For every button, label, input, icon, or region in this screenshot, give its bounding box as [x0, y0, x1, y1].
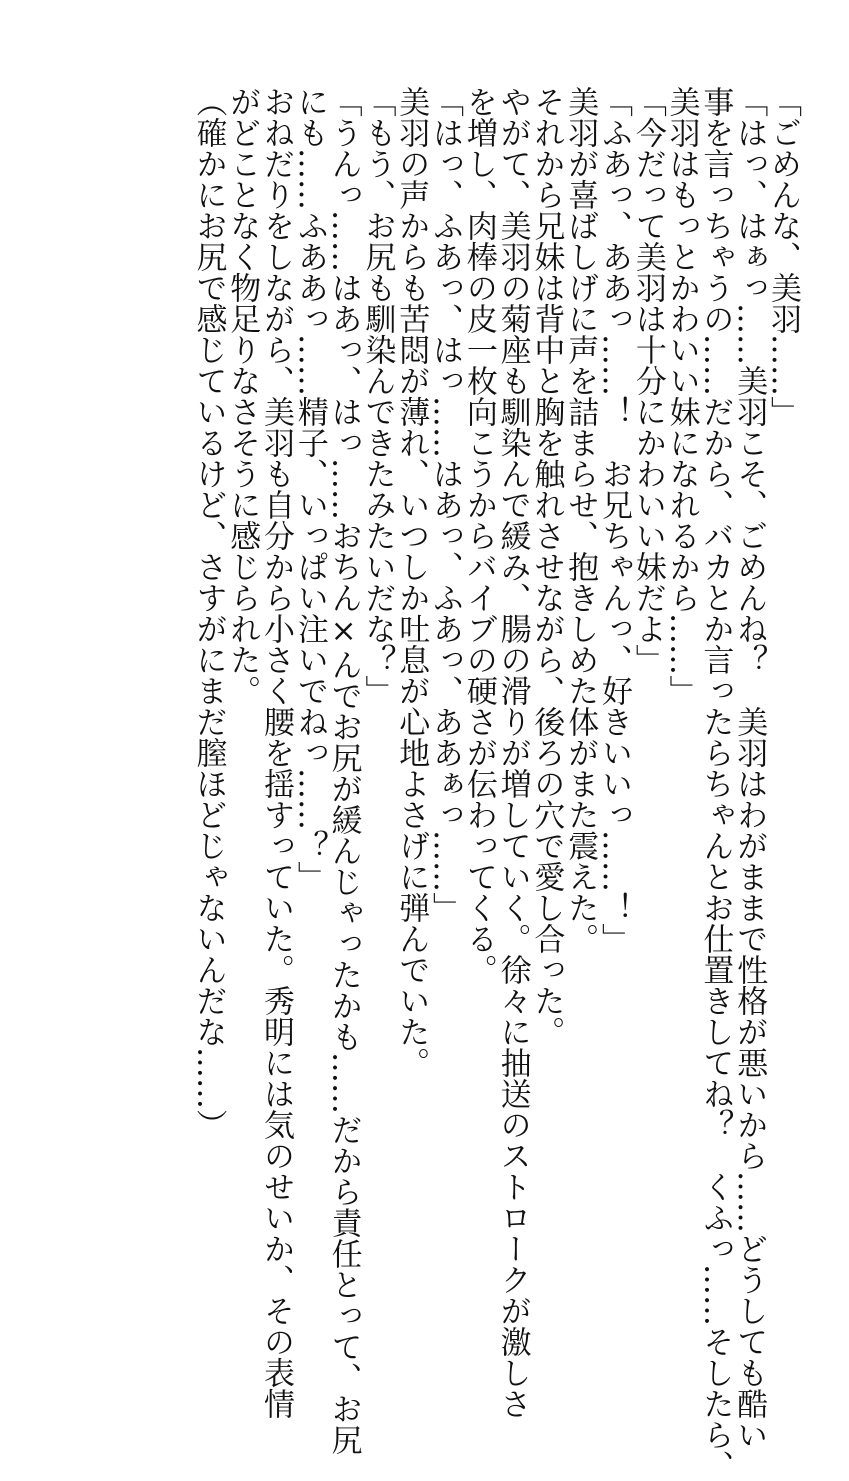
text-line: 「はっ、はぁっ……美羽こそ、ごめんね？ 美羽はわがままで性格が悪いから……どうしても酷い	[731, 86, 768, 1450]
text-line: 「今だって美羽は十分にかわいい妹だよ」	[629, 86, 666, 675]
text-line: がどことなく物足りなさそうに感じられた。	[224, 86, 261, 706]
text-line: 事を言っちゃうの……だから、バカとか言ったらちゃんとお仕置きしてね？ くふっ……そしたら、	[697, 86, 734, 1481]
text-line: 「もう、お尻も馴染んできたみたいだな？」	[359, 86, 396, 706]
text-line: やがて、美羽の菊座も馴染んで緩み、腸の滑りが増していく。徐々に抽送のストロークが激しさ	[494, 86, 531, 1419]
text-line: 「ごめんな、美羽……」	[765, 86, 801, 427]
text-line: おねだりをしながら、美羽も自分から小さく腰を揺すっていた。秀明には気のせいか、その表情	[258, 86, 295, 1419]
vertical-text-block	[190, 86, 801, 1481]
text-line: にも……ふああっ……精子、いっぱい注いでねっ……？」	[291, 86, 328, 892]
text-line: （確かにお尻で感じているけど、さすがにまだ膣ほどじゃないんだな……）	[190, 86, 227, 1140]
text-line: 美羽はもっとかわいい妹になれるから……」	[663, 86, 700, 706]
text-line: 美羽が喜ばしげに声を詰まらせ、抱きしめた体がまた震えた。	[562, 86, 599, 954]
text-line: 「うんっ……はあっ、はっ……おちん×んでお尻が緩んじゃったかも……だから責任とって、お尻	[325, 86, 362, 1455]
text-line: を増し、肉棒の皮一枚向こうからバイブの硬さが伝わってくる。	[460, 86, 497, 985]
text-line: 「はっ、ふあっ、はっ……はあっ、ふあっ、ああぁっ……」	[427, 86, 464, 923]
text-line: 美羽の声からも苦悶が薄れ、いつしか吐息が心地よさげに弾んでいた。	[393, 86, 430, 1078]
text-line: それから兄妹は背中と胸を触れさせながら、後ろの穴で愛し合った。	[528, 86, 565, 1047]
text-line: 「ふあっ、ああっ……！ お兄ちゃんっ、好きいいっ……！」	[596, 86, 633, 954]
